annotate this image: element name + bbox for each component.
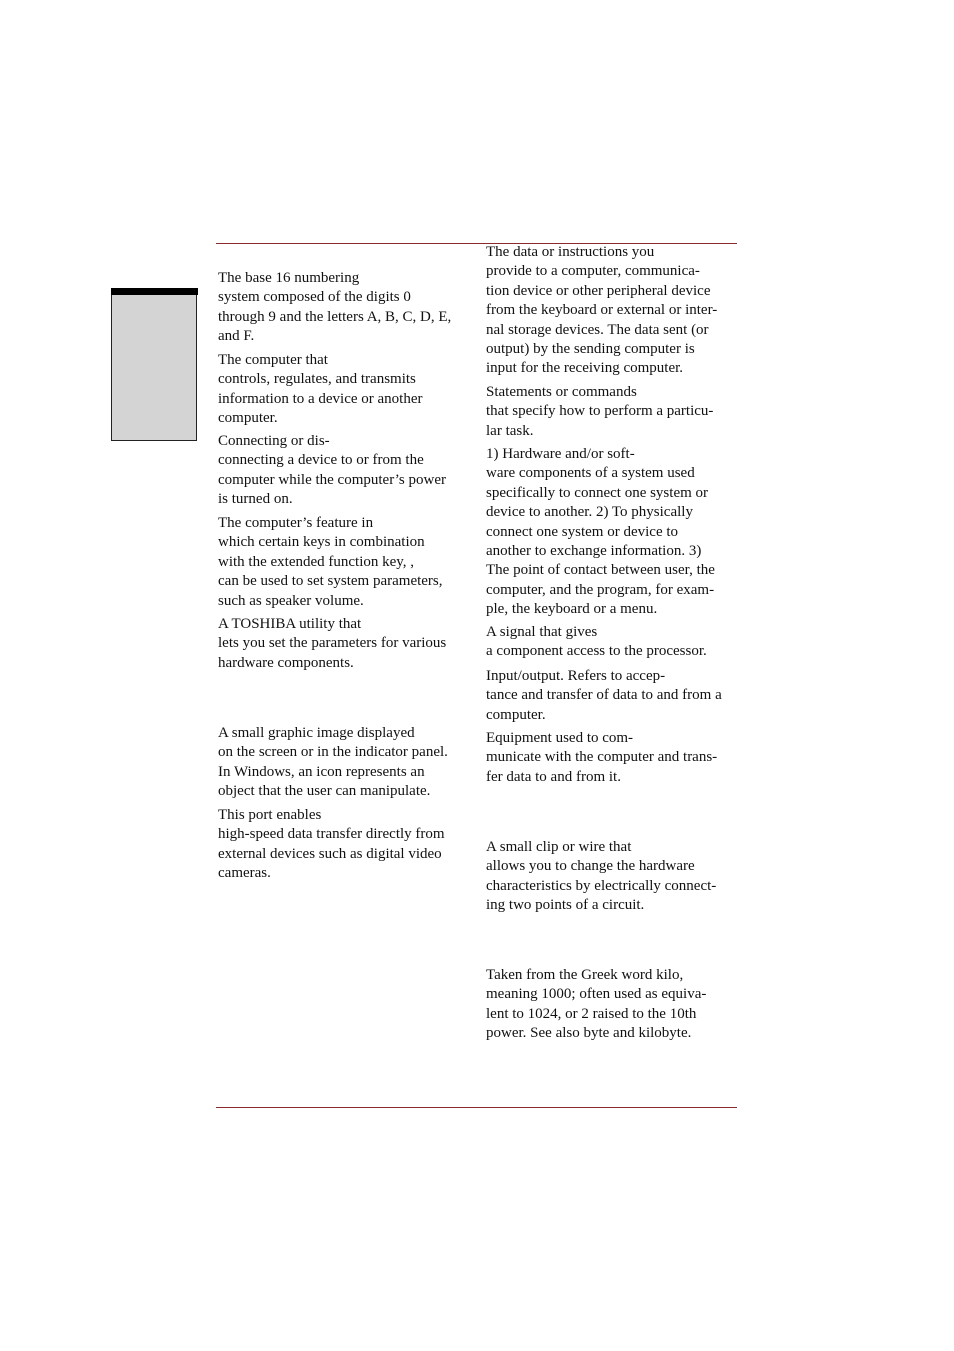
- glossary-entry-jumper: A small clip or wire that allows you to change the hardware characteristics by electrically connect- ing two points of a circuit.: [486, 839, 717, 914]
- glossary-entry-interrupt-request: A signal that gives a component access to the processor.: [486, 624, 707, 660]
- glossary-entry-io-devices: Equipment used to com- municate with the computer and trans- fer data to and from it.: [486, 730, 718, 785]
- glossary-entry-hw-setup: A TOSHIBA utility that lets you set the parameters for various hardware components.: [218, 616, 447, 671]
- glossary-entry-ieee1394: This port enables high-speed data transfer directly from external devices such as digital video cameras.: [218, 807, 445, 882]
- glossary-entry-k: Taken from the Greek word kilo, meaning 1000; often used as equiva- lent to 1024, or 2 raised to the 10th power. See also byte and kilobyte.: [486, 967, 707, 1042]
- glossary-entry-host: The computer that controls, regulates, and transmits information to a device or another computer.: [218, 352, 423, 427]
- glossary-entry-hotkey: The computer’s feature in which certain keys in combination with the extended function key, , can be used to set system parameters, such as speaker volume.: [218, 515, 443, 609]
- chapter-tab: [111, 288, 197, 441]
- glossary-entry-hot-plug: Connecting or dis- connecting a device to or from the computer while the computer’s power is turned on.: [218, 433, 446, 508]
- glossary-entry-hexadecimal: The base 16 numbering system composed of the digits 0 through 9 and the letters A, B, C, D, E, and F.: [218, 270, 452, 345]
- glossary-entry-interface: 1) Hardware and/or soft- ware components of a system used specifically to connect one system or device to another. 2) To physically connect one system or device to another to exchange information. 3) The point of contact between user, the computer, and the program, for exam- ple, the keyboard or a menu.: [486, 446, 715, 618]
- glossary-entry-io: Input/output. Refers to accep- tance and transfer of data to and from a computer.: [486, 668, 722, 723]
- glossary-entry-instruction: Statements or commands that specify how to perform a particu- lar task.: [486, 384, 714, 439]
- bottom-rule: [216, 1107, 737, 1108]
- glossary-entry-icon: A small graphic image displayed on the screen or in the indicator panel. In Windows, an icon represents an object that the user can manipulate.: [218, 725, 448, 800]
- chapter-tab-bar: [111, 288, 198, 295]
- glossary-entry-input: The data or instructions you provide to a computer, communica- tion device or other peripheral device from the keyboard or external or inter- nal storage devices. The data sent (or output) by the sending computer is input for the receiving computer.: [486, 244, 718, 377]
